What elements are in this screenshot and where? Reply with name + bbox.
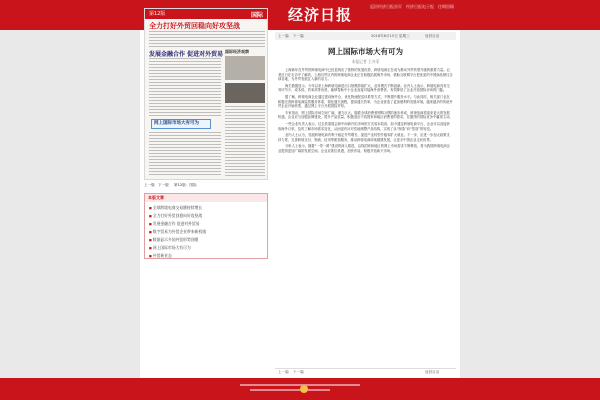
article-paragraph: 上海新年在外贸的跨境电商中已经显现出了独特的发展优势，跨境电商正在成为推动外贸转型升级的重要力量。记者近日在走访中了解到，上海自贸区内的跨境电商企业正在积极拓展海外市场，借助互联网平台把优质的中国商品销往全球各地，为外贸发展注入新的活力。	[278, 68, 453, 82]
thumbnail-text-block	[149, 58, 221, 116]
article-list	[149, 204, 206, 260]
thumbnail-page-number: 第12版	[149, 11, 166, 17]
current-page-label: 第12版：国际	[174, 183, 197, 187]
article-bottom-nav	[275, 368, 456, 375]
article-panel	[275, 32, 456, 376]
article-list-header	[145, 194, 267, 202]
back-to-index-link[interactable]: 返回目录	[425, 370, 440, 374]
article-paragraph: 海关数据显示，今年以来上海跨境电商进出口规模持续扩大，业务模式不断创新。业内人士表示，跨境电商具有交易环节少、成本低、效率高等优势，能够帮助中小企业直接对接海外消费者，有效降低了企业开拓国际市场的门槛。	[278, 83, 450, 93]
article-paragraph: 分析人士表示，随着“一带一路”建设的深入推进，沿线国家和地区的网上市场需求不断释放，将为我国跨境电商企业提供更加广阔的发展空间。企业应抓住机遇，加快布局，积极开拓新兴市场。	[278, 144, 450, 153]
footer-bar	[0, 378, 600, 400]
thumbnail-photo	[225, 83, 265, 103]
list-item[interactable]: ■ 全力打好外贸回稳向好攻坚战	[149, 212, 206, 220]
thumbnail-headline-1[interactable]: 全力打好外贸回稳向好攻坚战	[149, 21, 240, 30]
list-item[interactable]: ■ 数字贸易为外贸企业带来新机遇	[149, 228, 206, 236]
list-item[interactable]: ■ 发展金融合作 促进对外贸易	[149, 220, 206, 228]
police-badge-icon[interactable]	[300, 385, 308, 393]
thumbnail-text-block	[225, 106, 265, 176]
article-paragraph: 据了解，跨境电商企业通过建设海外仓、优化物流配送体系等方式，不断提升服务水平。与此同时，相关部门也在积极完善跨境电商监管服务体系，简化通关流程，提高通关效率，为企业营造了更加便利的发展环境。越来越多的传统外贸企业开始转型，通过网上平台开展国际贸易。	[278, 94, 453, 109]
masthead-link-archive[interactable]: 往期回顾	[438, 4, 454, 9]
masthead-link-epaper[interactable]: 经济日报电子报	[406, 4, 434, 9]
thumbnail-text-block	[149, 132, 221, 177]
site-logo[interactable]: 经济日报	[288, 6, 353, 24]
list-item[interactable]: ■ 全球跨境电商交易额持续增长	[149, 204, 206, 212]
prev-article-link[interactable]: 上一篇	[278, 370, 289, 374]
next-article-link[interactable]: 下一篇	[293, 34, 304, 38]
thumbnail-text-block	[149, 31, 265, 47]
page-container	[140, 0, 460, 378]
next-page-link[interactable]: 下一版	[158, 183, 169, 187]
thumbnail-section: 国际	[250, 12, 263, 19]
masthead-links	[370, 4, 454, 10]
masthead-link-home[interactable]: 返回经济日报首页	[370, 4, 402, 9]
article-title: 网上国际市场大有可为	[328, 47, 403, 56]
article-paragraph: 专家指出，网上国际市场空间广阔，潜力巨大。随着全球消费者网购习惯的逐步养成，跨境电商将迎来更大的发展机遇。企业应当加强品牌建设，提升产品质量，积极适应不同国家和地区消费者的需求，在激烈的国际竞争中赢得主动。	[278, 110, 453, 120]
prev-page-link[interactable]: 上一版	[144, 183, 155, 187]
article-paragraph: 业内人士认为，发展跨境电商有利于稳定外贸增长、促进产业转型升级和扩大就业。下一步，应进一步加大政策支持力度，完善跨境支付、物流、信用等配套服务，推动跨境电商持续健康发展，让更多中国企业走向世界。	[278, 133, 450, 142]
thumbnail-photo	[225, 56, 265, 80]
article-body	[278, 68, 453, 156]
article-list-panel	[144, 193, 268, 259]
footer-text-line	[250, 389, 330, 391]
publish-date: 2016年6月15日 星期三	[371, 34, 410, 38]
list-item[interactable]: ■ 网上国际市场大有可为	[149, 244, 206, 252]
article-paragraph: 一些企业负责人表示，过去依靠展会和中间商开拓市场的方式成本较高，如今通过跨境电商平台，企业可以直接获取海外订单，及时了解市场需求变化，从而更有针对性地调整产品结构，实现了从“制造”向“智造”的转变。	[278, 121, 450, 131]
list-item[interactable]: ■ 数据显示多国外贸形势回暖	[149, 236, 206, 244]
thumbnail-headline-3[interactable]: 国际经济观察	[225, 49, 249, 54]
article-top-nav	[275, 32, 456, 40]
prev-article-link[interactable]: 上一篇	[278, 34, 289, 38]
article-byline: 本报记者 王亦菲	[351, 59, 380, 64]
list-item[interactable]: ■ 外贸新业态	[149, 252, 206, 260]
back-to-index-link[interactable]: 返回目录	[425, 34, 440, 38]
next-article-link[interactable]: 下一篇	[293, 370, 304, 374]
thumbnail-headline-2[interactable]: 发展金融合作 促进对外贸易	[149, 51, 224, 58]
thumbnail-selected-article[interactable]: 网上国际市场大有可为	[151, 119, 211, 129]
newspaper-page-thumbnail[interactable]	[144, 8, 268, 180]
page-nav	[144, 182, 268, 190]
article-list-title: 本版文章	[148, 195, 164, 200]
